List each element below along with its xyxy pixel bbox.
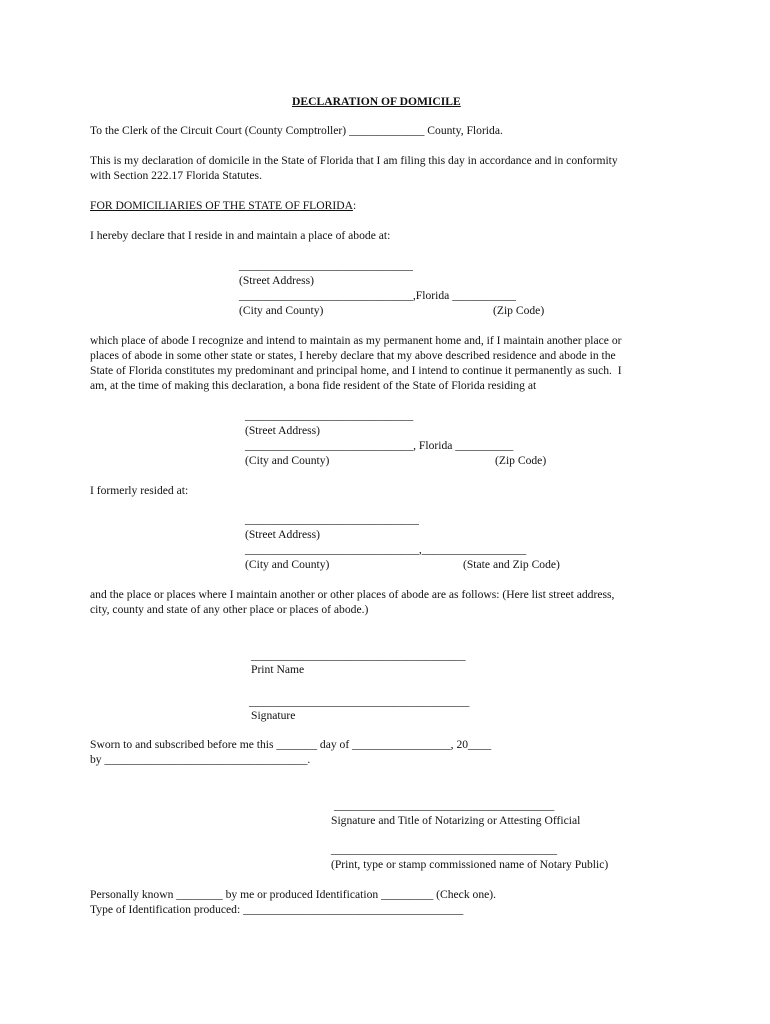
page-title: DECLARATION OF DOMICILE [292,95,461,108]
zip-code-label: (Zip Code) [495,454,547,467]
state-zip-label: (State and Zip Code) [463,558,560,571]
abode-line: am, at the time of making this declaration, a bona fide resident of the State of Florida residing at [90,379,537,392]
notary-signature-label: Signature and Title of Notarizing or Attesting Official [331,814,581,827]
city-county-florida-zip-field[interactable]: _____________________________, Florida __________ [245,439,514,452]
city-county-label: (City and County) [245,558,330,571]
city-county-state-zip-field[interactable]: ______________________________,__________________ [245,543,527,556]
other-places-line: city, county and state of any other place or places of abode.) [90,603,369,616]
other-places-line: and the place or places where I maintain another or other places of abode are as follows: (Here list street address, [90,588,615,601]
addressee-line: To the Clerk of the Circuit Court (County Comptroller) _____________ County, Florida. [90,124,503,137]
street-address-field[interactable]: ______________________________ [245,513,419,526]
city-county-florida-zip-field[interactable]: ______________________________,Florida ___________ [239,289,516,302]
identification-type-line[interactable]: Type of Identification produced: ______________________________________ [90,903,464,916]
notary-name-label: (Print, type or stamp commissioned name of Notary Public) [331,858,609,871]
reside-statement: I hereby declare that I reside in and maintain a place of abode at: [90,229,391,242]
street-address-label: (Street Address) [245,424,321,437]
street-address-label: (Street Address) [245,528,321,541]
sworn-by-line[interactable]: by ___________________________________. [90,753,311,766]
formerly-resided-label: I formerly resided at: [90,484,189,497]
abode-line: which place of abode I recognize and intend to maintain as my permanent home and, if I maintain another place or [90,334,622,347]
section-heading [90,198,356,213]
abode-line: places of abode in some other state or states, I hereby declare that my above described residence and abode in the [90,349,616,362]
street-address-field[interactable]: _____________________________ [245,409,414,422]
street-address-label: (Street Address) [239,274,315,287]
section-heading-colon: : [352,199,357,212]
section-heading-text: FOR DOMICILIARIES OF THE STATE OF FLORIDA [90,199,353,212]
notary-signature-field[interactable]: ______________________________________ [334,799,555,812]
zip-code-label: (Zip Code) [493,304,545,317]
street-address-field[interactable]: ______________________________ [239,259,413,272]
signature-field[interactable]: ______________________________________ [249,695,470,708]
print-name-field[interactable]: _____________________________________ [251,649,466,662]
print-name-label: Print Name [251,663,305,676]
personally-known-line[interactable]: Personally known ________ by me or produced Identification _________ (Check one). [90,888,497,901]
sworn-line[interactable]: Sworn to and subscribed before me this _______ day of _________________, 20____ [90,738,492,751]
intro-line: with Section 222.17 Florida Statutes. [90,169,262,182]
intro-line: This is my declaration of domicile in the State of Florida that I am filing this day in accordance and in conformity [90,154,618,167]
city-county-label: (City and County) [239,304,324,317]
signature-label: Signature [251,709,296,722]
abode-line: State of Florida constitutes my predominant and principal home, and I intend to continue it permanently as such. I [90,364,622,377]
city-county-label: (City and County) [245,454,330,467]
notary-name-field[interactable]: _______________________________________ [331,843,558,856]
